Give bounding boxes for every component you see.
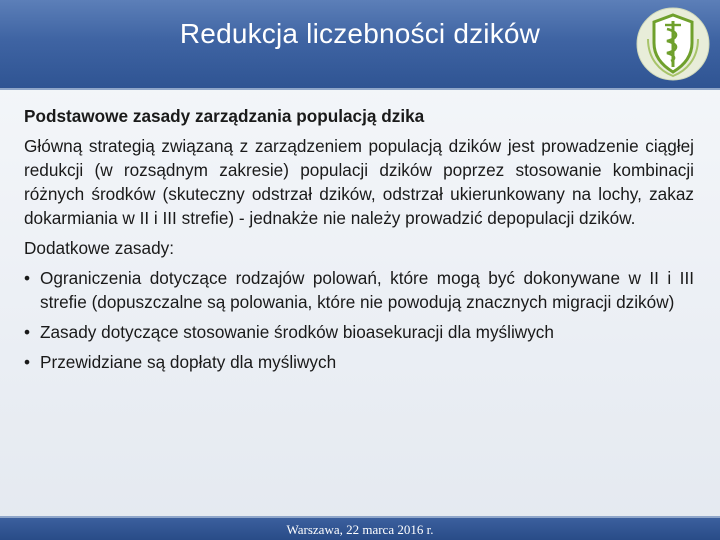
bullet-item [24, 350, 694, 374]
main-paragraph: Główną strategią związaną z zarządzeniem populacją dzików jest prowadzenie ciągłej redukcji (w rozsądnym zakresie) populacji dzików poprzez stosowanie kombinacji różnych środków (skuteczny odstrzał dzików, odstrzał ukierunkowany na lochy, zakaz dokarmiania w II i III strefie) - jednakże nie należy prowadzić depopulacji dzików. [24, 136, 694, 228]
subheading: Dodatkowe zasady: [24, 238, 174, 258]
bullet-icon: • [24, 268, 31, 288]
bullet-list [24, 266, 694, 374]
footer-date: Warszawa, 22 marca 2016 r. [286, 522, 434, 537]
bullet-text: Ograniczenia dotyczące rodzajów polowań, które mogą być dokonywane w II i III strefie (dopuszczalne są polowania, które nie powodują znacznych migracji dzików) [40, 268, 694, 312]
veterinary-caduceus-shield-icon [634, 5, 712, 83]
slide-title: Redukcja liczebności dzików [179, 18, 541, 49]
bullet-icon: • [24, 322, 31, 342]
section-heading: Podstawowe zasady zarządzania populacją dzika [24, 106, 425, 126]
bullet-text: Przewidziane są dopłaty dla myśliwych [40, 352, 337, 372]
footer-bar [0, 516, 720, 540]
slide-content [24, 104, 694, 380]
bullet-icon: • [24, 352, 31, 372]
bullet-item [24, 266, 694, 314]
bullet-text: Zasady dotyczące stosowanie środków bioasekuracji dla myśliwych [40, 322, 554, 342]
title-bar [0, 0, 720, 90]
bullet-item [24, 320, 694, 344]
